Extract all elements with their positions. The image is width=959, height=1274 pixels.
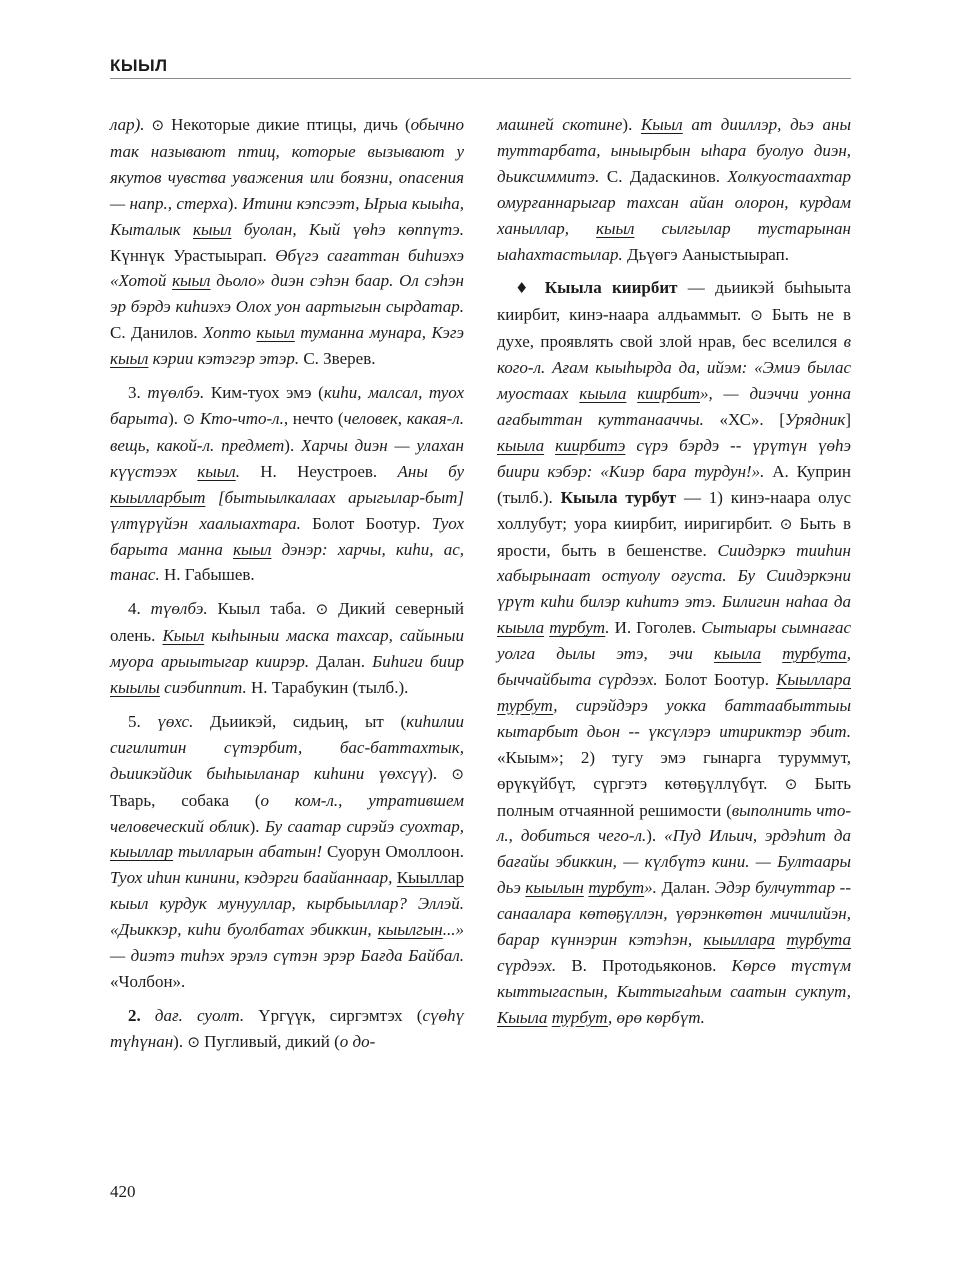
- right-column: [497, 112, 851, 1039]
- left-paragraph-5: 2. дағ. суолт. Үргүүк, сиргэмтэх (сүөһү түһүнан). ⊙ Пугливый, дикий (о до-: [110, 1005, 464, 1051]
- circle-icon: ⊙: [779, 514, 793, 533]
- circle-icon: ⊙: [151, 116, 165, 134]
- circle-icon: ⊙: [315, 600, 329, 619]
- left-paragraph-1: лар). ⊙ Некоторые дикие птицы, дичь (обычно так называют птиц, которые вызывают у якутов чувства уважения или боязни, опасения — напр., стерха). Итини кэпсээт, Ырыа кыыһа, Кыталык кыыл буолан, Кый үөһэ көппүтэ. Күннүк Урастыырап. Өбүгэ сағаттан биһиэхэ «Хотой кыыл дьоло» диэн сэһэн баар. Ол сэһэн эр бэрдэ киһиэхэ Олох уон аартыгын сырдатар. С. Данилов. Хопто кыыл туманна мунара, Кэгэ кыыл кэрии кэтэгэр этэр. С. Зверев.: [110, 115, 465, 369]
- left-paragraph-4: 5. үөхс. Дьиикэй, сидьиң, ыт (киһилии сигилитин сүтэрбит, бас-баттахтык, дьиикэйдик быһыыланар киһини үөхсүү). ⊙ Тварь, собака (о ком-л., утратившем человеческий облик). Бу саатар сирэйэ суохтар, кыыллар тылларын абатын! Суорун Омоллоон. Туох иһин кинини, кэдэрги баайаннаар, Кыыллар кыыл курдук мунууллар, кырбыыллар? Эллэй. «Дьиккэр, киһи буолбатах эбиккин, кыылгын...» — диэтэ тиһэх эрэлэ сүтэн эрэр Бағда Байбал. «Чолбон».: [110, 711, 465, 991]
- diamond-icon: ♦: [515, 279, 535, 298]
- circle-icon: ⊙: [750, 306, 763, 325]
- circle-icon: ⊙: [451, 764, 464, 783]
- left-paragraph-3: 4. түөлбэ. Кыыл таба. ⊙ Дикий северный олень. Кыыл кыһыныи маска тахсар, сайыныи муора арыытыгар киирэр. Далан. Биһиги биир кыылы сиэбиппит. Н. Тарабукин (тылб.).: [110, 599, 465, 698]
- left-paragraph-2: 3. түөлбэ. Ким-туох эмэ (киһи, малсал, туох барыта). ⊙ Кто-что-л., нечто (человек, какая-л. вещь, какой-л. предмет). Харчы диэн — улахан күүстээх кыыл. Н. Неустроев. Аны бу кыылларбыт [бытыылкалаах арыгылар-быт] үлтүрүйэн хаалыахтара. Болот Боотур. Туох барыта манна кыыл дэнэр: харчы, киһи, ас, танас. Н. Габышев.: [110, 383, 465, 585]
- page-header: [110, 56, 851, 79]
- page-number: 420: [110, 1182, 136, 1201]
- circle-icon: ⊙: [182, 409, 196, 428]
- right-paragraph-1: машней скотине). Кыыл ат дииллэр, дьэ аны туттарбата, ыныырбын ыһара буолуо диэн, дьиксиммитэ. С. Дадаскинов. Холкуостаахтар омурғаннарыгар тахсан айан олорон, курдам ханыллар, кыыл сылгылар тустарынан ыаһахтастылар. Дьүөгэ Ааныстыырап.: [497, 115, 851, 264]
- circle-icon: ⊙: [187, 1032, 200, 1051]
- running-headword: КЫЫЛ: [110, 56, 168, 75]
- circle-icon: ⊙: [784, 774, 798, 793]
- right-paragraph-2: ♦ Кыыла киирбит — дьиикэй быһыыта киирбит, кинэ-наара алдьаммыт. ⊙ Быть не в духе, проявлять свой злой нрав, бес вселился в кого-л. Ағам кыыһырда да, ийэм: «Эмиэ былас муостаах кыыла киирбит», — диэччи уонна ағабыттан куттанааччы. «ХС». [Урядник] кыыла киирбитэ сүрэ бэрдэ -- үрүтүн үөһэ биири кэбэр: «Киэр бара турдун!». А. Куприн (тылб.). Кыыла турбут — 1) кинэ-наара олус холлубут; уора киирбит, ииригирбит. ⊙ Быть в ярости, быть в бешенстве. Сиидэркэ тииһин хабырынаат остуолу оғуста. Бу Сиидэркэни үрүт киһи билэр киһитэ этэ. Билигин наһаа да кыыла турбут. И. Гоголев. Сытыары сымнағас уолга дылы этэ, эчи кыыла турбута, быччайбыта сүрдээх. Болот Боотур. Кыыллара турбут, сирэйдэрэ уокка баттаабыттыы кытарбыт дьон -- үксүлэрэ итириктэр эбит. «Кыым»; 2) тугу эмэ гынарга туруммут, өрүкүйбүт, сүргэтэ көтөҕүллүбүт. ⊙ Быть полным отчаянной решимости (выполнить что-л., добиться чего-л.). «Пуд Ильич, эрдэһит да бағайы эбиккин, — күлбүтэ кини. — Бултаары дьэ кыылын турбут». Далан. Эдэр булчуттар -- санаалара көтөҕүллэн, үөрэнкөтөн мичилийэн, барар күннэрин кэтэһэн, кыыллара турбута сүрдээх. В. Протодьяконов. Көрсө түстүм кыттыгаспын, Кыттыгаһым саатын сукпут, Кыыла турбут, өрө көрбүт.: [497, 278, 852, 1027]
- left-column: [110, 112, 464, 1064]
